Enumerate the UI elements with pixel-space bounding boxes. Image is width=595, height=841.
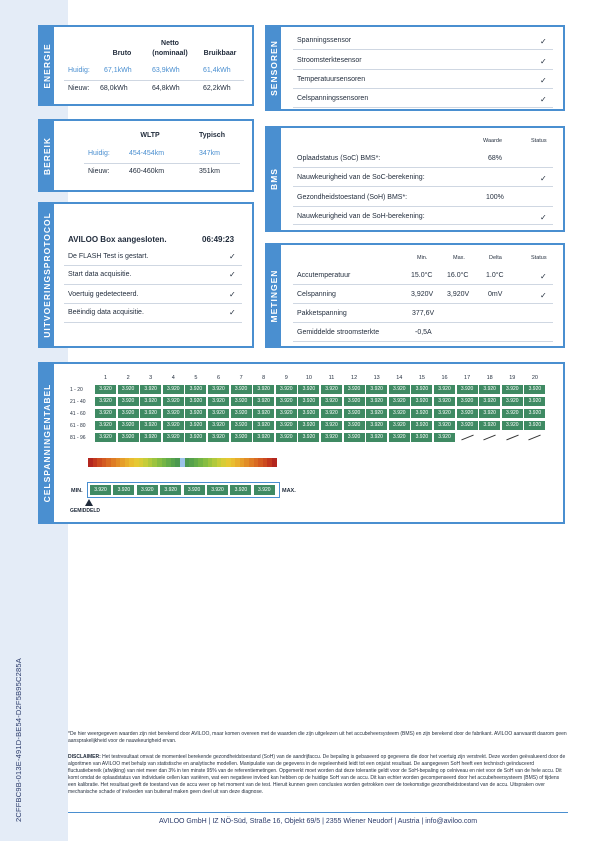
document-id: 2CFFBC9B-013E-491D-BE54-D2F5B95C285A — [14, 658, 23, 822]
sensoren-section-label: SENSOREN — [267, 27, 281, 109]
energie-section-label: ENERGIE — [40, 27, 54, 104]
empty-cell-slash — [483, 435, 495, 441]
divider — [293, 341, 553, 342]
cell-voltage: 3.920 — [502, 397, 523, 406]
col-max: Max. — [453, 255, 465, 261]
energie-huidig-bruikbaar: 61,4kWh — [203, 67, 231, 74]
cell-voltage: 3.920 — [389, 433, 410, 442]
divider — [293, 69, 553, 70]
divider — [293, 107, 553, 108]
cell-voltage: 3.920 — [321, 433, 342, 442]
bereik-nieuw-typisch: 351km — [199, 168, 221, 175]
cell-voltage: 3.920 — [366, 433, 387, 442]
bereik-panel — [38, 119, 254, 192]
column-number: 6 — [216, 375, 221, 381]
cell-voltage: 3.920 — [502, 421, 523, 430]
meting-label: Accutemperatuur — [297, 272, 351, 279]
cell-voltage: 3.920 — [118, 421, 139, 430]
cell-voltage: 3.920 — [95, 421, 116, 430]
triangle-marker-icon — [85, 499, 93, 506]
column-number: 8 — [262, 375, 266, 381]
cell-voltage: 3.920 — [524, 409, 545, 418]
check-icon: ✓ — [540, 76, 547, 85]
column-number: 4 — [171, 375, 175, 381]
column-number: 5 — [194, 375, 198, 381]
cell-voltage: 3.920 — [208, 385, 229, 394]
cell-voltage: 3.920 — [231, 433, 252, 442]
cell-voltage: 3.920 — [366, 409, 387, 418]
energie-nieuw-bruto: 68,0kWh — [100, 85, 128, 92]
meting-label: Celspanning — [297, 291, 336, 298]
cell-voltage: 3.920 — [253, 409, 274, 418]
cell-voltage: 3.920 — [389, 409, 410, 418]
minmax-cell: 3.920 — [160, 485, 181, 495]
cell-voltage: 3.920 — [298, 421, 319, 430]
divider — [293, 88, 553, 89]
cell-voltage: 3.920 — [434, 409, 455, 418]
cell-voltage: 3.920 — [140, 409, 161, 418]
row-label: 61 - 80 — [70, 423, 86, 429]
check-icon: ✓ — [540, 37, 547, 46]
cell-voltage: 3.920 — [502, 385, 523, 394]
row-label: 1 - 20 — [70, 387, 83, 393]
empty-cell-slash — [529, 435, 541, 441]
cell-voltage: 3.920 — [389, 385, 410, 394]
cell-voltage: 3.920 — [321, 409, 342, 418]
col-typisch: Typisch — [199, 132, 225, 139]
bms-soc-value: 68% — [488, 155, 503, 162]
disclaimer-heading: DISCLAIMER: — [68, 754, 101, 760]
check-icon: ✓ — [229, 270, 236, 279]
check-icon: ✓ — [229, 290, 236, 299]
cell-voltage: 3.920 — [163, 433, 184, 442]
column-number: 9 — [284, 375, 288, 381]
energie-huidig-label: Huidig: — [68, 67, 90, 74]
cell-voltage: 3.920 — [344, 409, 365, 418]
cell-voltage: 3.920 — [457, 385, 478, 394]
protocol-step: Voertuig gedetecteerd. — [68, 291, 139, 298]
cell-voltage: 3.920 — [502, 409, 523, 418]
cell-voltage: 3.920 — [140, 397, 161, 406]
check-icon: ✓ — [540, 272, 547, 281]
cell-voltage: 3.920 — [457, 409, 478, 418]
empty-cell-slash — [461, 435, 473, 441]
cell-voltage: 3.920 — [411, 397, 432, 406]
meting-min: 15.0°C — [411, 272, 433, 279]
divider — [293, 284, 553, 285]
row-label: 81 - 96 — [70, 435, 86, 441]
sensor-item: Spanningssensor — [297, 37, 352, 44]
column-number: 11 — [328, 375, 335, 381]
cell-voltage: 3.920 — [140, 421, 161, 430]
protocol-step: De FLASH Test is gestart. — [68, 253, 149, 260]
bms-row-label: Oplaadstatus (SoC) BMS*: — [297, 155, 381, 162]
cell-voltage: 3.920 — [298, 433, 319, 442]
cell-voltage: 3.920 — [479, 385, 500, 394]
divider — [64, 284, 242, 285]
minmax-cell: 3.920 — [254, 485, 275, 495]
meting-min: 3,920V — [411, 291, 434, 298]
divider — [293, 49, 553, 50]
cell-voltage: 3.920 — [366, 421, 387, 430]
divider — [293, 186, 553, 187]
cell-voltage: 3.920 — [434, 433, 455, 442]
divider — [293, 224, 553, 225]
minmax-cell: 3.920 — [184, 485, 205, 495]
row-label: 21 - 40 — [70, 399, 86, 405]
protocol-title: AVILOO Box aangesloten. — [68, 235, 167, 244]
bms-soh-value: 100% — [486, 194, 504, 201]
cell-voltage: 3.920 — [276, 421, 297, 430]
energie-nieuw-netto: 64,8kWh — [152, 85, 180, 92]
sensoren-panel — [265, 25, 565, 111]
cell-voltage: 3.920 — [344, 385, 365, 394]
cell-voltage: 3.920 — [411, 433, 432, 442]
protocol-section-label: UITVOERINGSPROTOCOL — [40, 204, 54, 346]
cell-voltage: 3.920 — [457, 421, 478, 430]
column-number: 15 — [418, 375, 425, 381]
cell-voltage: 3.920 — [185, 397, 206, 406]
cell-voltage: 3.920 — [321, 421, 342, 430]
divider — [293, 322, 553, 323]
cell-voltage: 3.920 — [366, 397, 387, 406]
column-number: 16 — [441, 375, 448, 381]
cell-voltage: 3.920 — [95, 385, 116, 394]
cell-voltage: 3.920 — [163, 409, 184, 418]
meting-label: Pakketspanning — [297, 310, 347, 317]
protocol-time: 06:49:23 — [202, 235, 235, 244]
cell-voltage: 3.920 — [253, 397, 274, 406]
cell-voltage: 3.920 — [524, 385, 545, 394]
divider — [64, 265, 242, 266]
column-number: 2 — [126, 375, 130, 381]
cell-voltage: 3.920 — [298, 397, 319, 406]
divider — [64, 303, 242, 304]
divider — [84, 163, 240, 164]
gradient-segment — [272, 458, 277, 467]
check-icon: ✓ — [540, 57, 547, 66]
col-status: Status — [531, 138, 547, 144]
metingen-section-label: METINGEN — [267, 245, 281, 346]
cell-voltage: 3.920 — [118, 397, 139, 406]
cell-voltage: 3.920 — [95, 433, 116, 442]
cell-voltage: 3.920 — [231, 397, 252, 406]
energie-nieuw-label: Nieuw: — [68, 85, 90, 92]
cell-voltage: 3.920 — [298, 409, 319, 418]
divider — [293, 303, 553, 304]
column-number: 20 — [531, 375, 538, 381]
footer: AVILOO GmbH | IZ NÖ-Süd, Straße 16, Objekt 69/5 | 2355 Wiener Neudorf | Austria | info@aviloo.com — [158, 818, 478, 825]
cell-voltage: 3.920 — [524, 397, 545, 406]
column-number: 1 — [103, 375, 108, 381]
metingen-panel — [265, 243, 565, 348]
cell-voltage: 3.920 — [457, 397, 478, 406]
celspanning-panel — [38, 362, 565, 524]
cell-voltage: 3.920 — [276, 397, 297, 406]
cell-voltage: 3.920 — [163, 421, 184, 430]
divider — [64, 322, 242, 323]
bereik-nieuw-wltp: 460-460km — [129, 168, 165, 175]
sensor-item: Celspanningssensoren — [297, 95, 369, 102]
check-icon: ✓ — [540, 95, 547, 104]
cell-voltage: 3.920 — [253, 385, 274, 394]
col-bruto: Bruto — [112, 50, 132, 57]
cell-voltage: 3.920 — [321, 397, 342, 406]
row-label: 41 - 60 — [70, 411, 86, 417]
cell-voltage: 3.920 — [434, 397, 455, 406]
check-icon: ✓ — [229, 252, 236, 261]
min-label: MIN. — [71, 488, 83, 494]
cell-voltage: 3.920 — [411, 409, 432, 418]
cell-voltage: 3.920 — [411, 385, 432, 394]
bms-footnote: *De hier weergegeven waarden zijn niet berekend door AVILOO, maar komen overeen met de waarden die zijn uitgelezen uit het accubeheersysteem (BMS) en zijn berekend door de fabrikant. AVILOO aanvaardt daarom geen aansprakelijkheid voor de nauwkeurigheid ervan. — [68, 731, 567, 744]
cell-voltage: 3.920 — [208, 397, 229, 406]
cell-voltage: 3.920 — [231, 385, 252, 394]
cell-voltage: 3.920 — [231, 421, 252, 430]
cell-voltage: 3.920 — [389, 421, 410, 430]
cell-voltage: 3.920 — [276, 409, 297, 418]
col-netto: Netto (nominaal) — [152, 40, 188, 57]
bms-row-label: Nauwkeurigheid van de SoC-berekening: — [297, 174, 425, 181]
energie-huidig-netto: 63,9kWh — [152, 67, 180, 74]
cell-voltage: 3.920 — [231, 409, 252, 418]
meting-label: Gemiddelde stroomsterkte — [297, 329, 380, 336]
cell-voltage: 3.920 — [253, 433, 274, 442]
cell-voltage: 3.920 — [479, 397, 500, 406]
cell-voltage: 3.920 — [185, 421, 206, 430]
cell-voltage: 3.920 — [163, 385, 184, 394]
cell-voltage: 3.920 — [118, 409, 139, 418]
column-number: 3 — [149, 375, 153, 381]
footer-divider — [68, 812, 568, 813]
protocol-step: Start data acquisitie. — [68, 271, 132, 278]
minmax-cell: 3.920 — [137, 485, 158, 495]
bereik-huidig-typisch: 347km — [199, 150, 221, 157]
col-status: Status — [531, 255, 547, 261]
bms-row-label: Gezondheidstoestand (SoH) BMS*: — [297, 194, 408, 201]
cell-voltage: 3.920 — [276, 385, 297, 394]
cell-voltage: 3.920 — [95, 409, 116, 418]
divider — [64, 80, 244, 81]
col-waarde: Waarde — [483, 138, 503, 144]
cell-voltage: 3.920 — [366, 385, 387, 394]
cell-voltage: 3.920 — [95, 397, 116, 406]
cell-voltage: 3.920 — [434, 421, 455, 430]
check-icon: ✓ — [540, 213, 547, 222]
cell-voltage: 3.920 — [253, 421, 274, 430]
cell-voltage: 3.920 — [321, 385, 342, 394]
energie-huidig-bruto: 67,1kWh — [104, 67, 132, 74]
cell-voltage: 3.920 — [344, 397, 365, 406]
meting-max: 16.0°C — [447, 272, 469, 279]
bereik-huidig-label: Huidig: — [88, 150, 110, 157]
col-wltp: WLTP — [140, 132, 160, 139]
bms-section-label: BMS — [267, 128, 281, 230]
empty-cell-slash — [506, 435, 518, 441]
column-number: 12 — [351, 375, 358, 381]
bms-panel — [265, 126, 565, 232]
cell-voltage: 3.920 — [344, 433, 365, 442]
cell-voltage: 3.920 — [344, 421, 365, 430]
energie-panel — [38, 25, 254, 106]
bms-row-label: Nauwkeurigheid van de SoH-berekening: — [297, 213, 425, 220]
energie-nieuw-bruikbaar: 62,2kWh — [203, 85, 231, 92]
cell-voltage: 3.920 — [208, 433, 229, 442]
column-number: 19 — [509, 375, 516, 381]
minmax-cell: 3.920 — [207, 485, 228, 495]
cell-voltage: 3.920 — [479, 409, 500, 418]
cell-voltage: 3.920 — [185, 385, 206, 394]
cell-voltage: 3.920 — [479, 421, 500, 430]
cell-voltage: 3.920 — [524, 421, 545, 430]
cell-voltage: 3.920 — [118, 433, 139, 442]
check-icon: ✓ — [540, 174, 547, 183]
column-number: 17 — [464, 375, 471, 381]
column-number: 18 — [486, 375, 493, 381]
cell-voltage: 3.920 — [140, 385, 161, 394]
cell-voltage: 3.920 — [208, 421, 229, 430]
check-icon: ✓ — [540, 291, 547, 300]
meting-min: 377,6V — [412, 310, 435, 317]
cell-voltage: 3.920 — [389, 397, 410, 406]
column-number: 13 — [373, 375, 380, 381]
meting-delta: 0mV — [488, 291, 503, 298]
cell-voltage: 3.920 — [118, 385, 139, 394]
average-label: GEMIDDELD — [70, 508, 100, 514]
column-number: 14 — [396, 375, 403, 381]
protocol-step: Beëindig data acquisitie. — [68, 309, 144, 316]
column-number: 7 — [239, 375, 243, 381]
disclaimer-body: Het testresultaat omvat de momenteel berekende gezondheidstoestand (SoH) van de aandrijfaccu. De bepaling is gebaseerd op gegevens die door het voertuig zijn verstrekt. Deze worden geëvalueerd door de algoritmen van AVILOO met behulp van statistische en analytische modellen. Manipulatie van de gegevens in de regeleenheid leidt tot een onjuist resultaat. De aangegeven SoH heeft een technisch geïnduceerd fluctuatiebereik (afwijking) van niet meer dan 3% in ten minste 95% van de referentiemetingen. Opgemerkt moet worden dat deze tolerantie geldt voor de SoH-bepaling op celniveau en niet voor de SoH van de hele accu. Dit komt omdat de oplaadstatus van individuele cellen kan variëren, wat een negatieve invloed kan hebben op de huidige SoH van de accu. Dit kan echter worden gecompenseerd door het accubeheersysteem (BMS) of tijdens een kalibratie. Het resultaat geeft de toestand van de accu weer op het moment van de test. Hieruit kunnen geen conclusies worden getrokken over de toekomstige gezondheidstoestand van de accu. Uitspraken over mechanische schade of invloeden van buitenaf maken geen deel uit van deze diagnose. — [68, 754, 566, 795]
disclaimer-text — [68, 754, 568, 796]
col-delta: Delta — [489, 255, 502, 261]
check-icon: ✓ — [229, 308, 236, 317]
max-label: MAX. — [282, 488, 296, 494]
cell-voltage: 3.920 — [411, 421, 432, 430]
sensor-item: Temperatuursensoren — [297, 76, 366, 83]
cell-voltage: 3.920 — [298, 385, 319, 394]
celspanning-section-label: CELSPANNINGENTABEL — [40, 364, 54, 522]
cell-voltage: 3.920 — [208, 409, 229, 418]
bereik-section-label: BEREIK — [40, 121, 54, 190]
cell-voltage: 3.920 — [434, 385, 455, 394]
cell-voltage: 3.920 — [163, 397, 184, 406]
col-bruikbaar: Bruikbaar — [203, 50, 237, 57]
divider — [293, 167, 553, 168]
bereik-huidig-wltp: 454-454km — [129, 150, 165, 157]
minmax-cell: 3.920 — [90, 485, 111, 495]
bereik-nieuw-label: Nieuw: — [88, 168, 110, 175]
cell-voltage: 3.920 — [185, 433, 206, 442]
cell-voltage: 3.920 — [140, 433, 161, 442]
meting-max: 3,920V — [447, 291, 470, 298]
column-number: 10 — [305, 375, 312, 381]
col-min: Min. — [417, 255, 428, 261]
cell-voltage: 3.920 — [276, 433, 297, 442]
cell-voltage: 3.920 — [185, 409, 206, 418]
meting-delta: 1.0°C — [486, 272, 504, 279]
minmax-cell: 3.920 — [230, 485, 251, 495]
sensor-item: Stroomsterktesensor — [297, 57, 362, 64]
minmax-cell: 3.920 — [113, 485, 134, 495]
protocol-panel — [38, 202, 254, 348]
divider — [293, 206, 553, 207]
meting-min: -0,5A — [415, 329, 432, 336]
